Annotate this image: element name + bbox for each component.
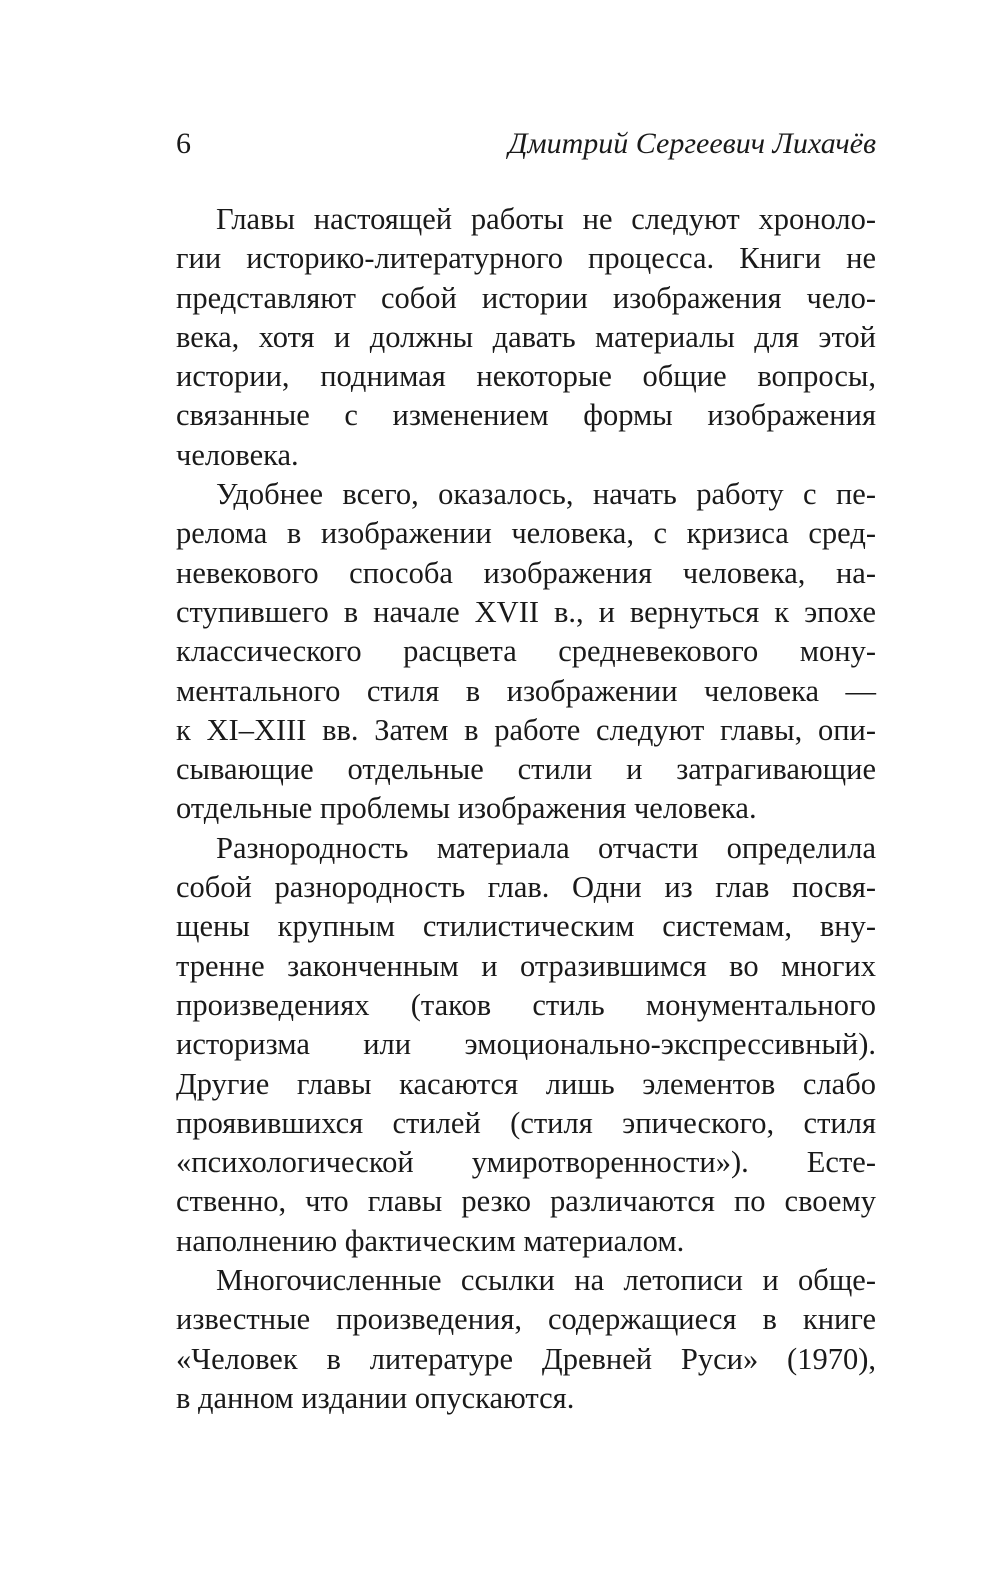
text-line: Удобнее всего, оказалось, начать работу с пе- (216, 477, 876, 512)
text-line: представляют собой истории изображения чело- (176, 280, 876, 315)
text-line: «психологической умиротворенности»). Есте- (176, 1145, 876, 1180)
text-line: гии историко-литературного процесса. Книги не (176, 241, 876, 276)
text-line: проявившихся стилей (стиля эпического, стиля (176, 1105, 876, 1140)
page-number: 6 (176, 127, 191, 160)
paragraph (176, 1261, 876, 1418)
text-line: релома в изображении человека, с кризиса сред- (176, 516, 876, 551)
text-line: тренне законченным и отразившимся во многих (176, 948, 876, 983)
text-line: «Человек в литературе Древней Руси» (1970), (176, 1341, 876, 1376)
text-line: Другие главы касаются лишь элементов слабо (176, 1066, 876, 1101)
paragraph (176, 475, 876, 829)
text-line: в данном издании опускаются. (176, 1380, 575, 1415)
text-line: истории, поднимая некоторые общие вопросы, (176, 359, 876, 394)
text-line: человека. (176, 437, 299, 472)
text-line: известные произведения, содержащиеся в книге (176, 1302, 876, 1337)
text-line: классического расцвета средневекового мону- (176, 634, 876, 669)
text-line: сывающие отдельные стили и затрагивающие (176, 752, 876, 787)
text-line: Многочисленные ссылки на летописи и обще- (216, 1263, 876, 1298)
text-line: щены крупным стилистическим системам, вну- (176, 909, 876, 944)
running-head (176, 124, 876, 164)
text-line: к XI–XIII вв. Затем в работе следуют главы, опи- (176, 712, 876, 747)
text-line: ственно, что главы резко различаются по своему (176, 1184, 876, 1219)
text-line: отдельные проблемы изображения человека. (176, 791, 757, 826)
text-line: века, хотя и должны давать материалы для этой (176, 319, 876, 354)
text-line: Главы настоящей работы не следуют хроноло- (216, 202, 876, 236)
text-line: наполнению фактическим материалом. (176, 1223, 685, 1258)
body-text (176, 200, 876, 1418)
text-line: ментального стиля в изображении человека — (176, 673, 876, 708)
running-title: Дмитрий Сергеевич Лихачёв (508, 127, 876, 160)
text-line: историзма или эмоционально-экспрессивный). (176, 1027, 876, 1062)
text-line: Разнородность материала отчасти определила (216, 830, 876, 865)
text-line: ступившего в начале XVII в., и вернуться к эпохе (176, 594, 876, 629)
text-line: связанные с изменением формы изображения (176, 398, 876, 433)
text-line: собой разнородность глав. Одни из глав посвя- (176, 870, 876, 905)
paragraph (176, 829, 876, 1261)
paragraph (176, 200, 876, 475)
text-line: невекового способа изображения человека, на- (176, 555, 876, 590)
text-line: произведениях (таков стиль монументального (176, 987, 876, 1022)
